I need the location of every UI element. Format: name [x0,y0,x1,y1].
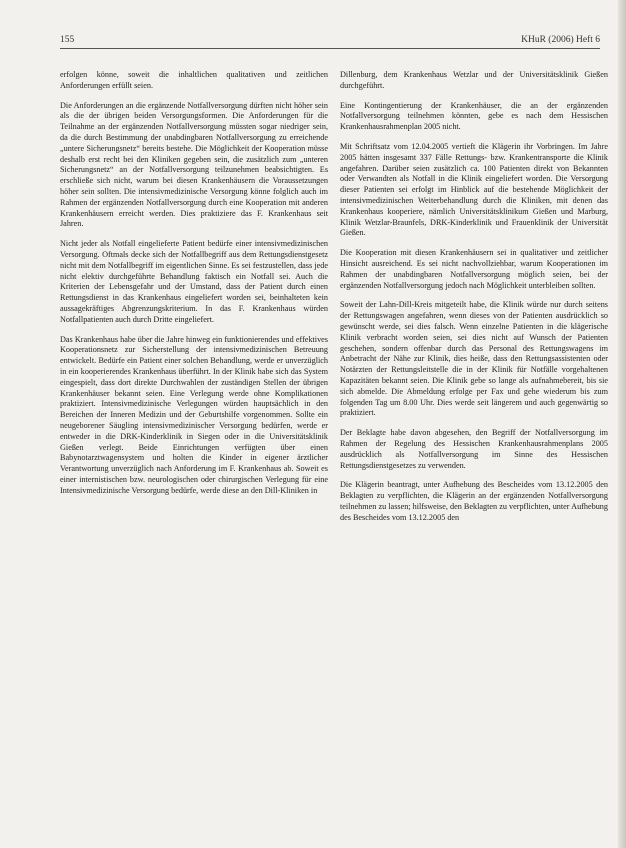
page-header [60,28,600,49]
right-column [340,70,608,532]
paragraph: Dillenburg, dem Krankenhaus Wetzlar und der Universitätsklinik Gießen durchgeführt. [340,70,608,90]
paragraph: Die Anforderungen an die ergänzende Notfallversorgung dürften nicht höher sein als die der übrigen beiden Versorgungsformen. Die Anforderungen für die Teilnahme an der ergänzenden Notfallversorgung müssten sogar niedriger sein, da die durch Bestimmung der unabdingbaren Notfallversorgung zu erreichende „untere Sicherungsnetz“ bereits bestehe. Die Möglichkeit der Kooperation müsse deshalb erst recht bei den Kliniken gegeben sein, die zusätzlich zum „unteren Sicherungsnetz“ an der Notfallversorgung teilzunehmen beabsichtigten. Es erschließe sich nicht, warum bei diesen Krankenhäusern die Voraussetzungen höher sein sollten. Die intensivmedizinische Versorgung könne folglich auch im Rahmen der ergänzenden Notfallversorgung durch eine Kooperation mit anderen Krankenhäusern erreicht werden. Dies praktiziere das F. Krankenhaus seit Jahren. [60,100,328,229]
page-number: 155 [60,35,75,45]
paragraph: Mit Schriftsatz vom 12.04.2005 vertieft die Klägerin ihr Vorbringen. Im Jahre 2005 hätten insgesamt 337 Fälle Rettungs- bzw. Krankentransporte die Klinik angefahren. Darüber seien zusätzlich ca. 100 Patienten direkt von Bekannten oder Verwandten als Notfall in die Klinik eingeliefert worden. Die Versorgung dieser Patienten sei erfolgt im Hinblick auf die bestehende Möglichkeit der intensivmedizinischen Weiterbehandlung durch die Kliniken, mit denen das Krankenhaus kooperiere, nämlich Universitätsklinikum Gießen und Marburg, Klinik Wetzlar-Braunfels, DRK-Kinderklinik und Frauenklinik der Universität Gießen. [340,141,608,238]
paragraph: erfolgen könne, soweit die inhaltlichen qualitativen und zeitlichen Anforderungen erfüllt seien. [60,70,328,90]
paragraph: Soweit der Lahn-Dill-Kreis mitgeteilt habe, die Klinik würde nur durch seitens der Rettungswagen angefahren, wenn dieses von der Patienten ausdrücklich so gewünscht werde, sei dies falsch. Wenn einzelne Patienten in die klägerische Klinik verbracht worden seien, sei dies nicht auf Wunsch der Patienten geschehen, sondern offenbar durch das Personal des Rettungswagens im Anbetracht der Nähe zur Klinik, dies heiße, dass den Rettungsassistenten oder Notärzten der Rettungsleitstelle die in der Klinik für Notfälle vorgehaltenen Kapazitäten bekannt seien. Die Klinik gebe so lange als aufnahmebereit, bis sie sich abmelde. Die Abmeldung erfolge per Fax und gehe wiederum bis zum folgenden Tag um 8.00 Uhr. Dies werde seit längerem und auch gegenwärtig so praktiziert. [340,300,608,418]
left-column [60,70,328,505]
paragraph: Nicht jeder als Notfall eingelieferte Patient bedürfe einer intensivmedizinischen Versorgung. Oftmals decke sich der Notfallbegriff aus dem Rettungsdienstgesetz nicht mit dem Notfallbegriff im eigentlichen Sinne. Es sei festzustellen, dass jede nicht elektiv durchgeführte Behandlung faktisch ein Notfall sei. Auch die Kriterien der Lebensgefahr und der Umstand, dass der Patient durch einen Rettungsdienst in das Krankenhaus eingeliefert worden sei, beinhalteten kein aussagekräftiges Abgrenzungskriterium. In das F. Krankenhaus würden Notfallpatienten auch durch Dritte eingeliefert. [60,239,328,324]
journal-reference: KHuR (2006) Heft 6 [521,35,600,45]
paragraph: Die Klägerin beantragt, unter Aufhebung des Bescheides vom 13.12.2005 den Beklagten zu verpflichten, die Klägerin an der ergänzenden Notfallversorgung teilnehmen zu lassen; hilfsweise, den Beklagten zu verpflichten, unter Aufhebung des Bescheides vom 13.12.2005 den [340,480,608,522]
page-edge-shadow [618,0,626,848]
paragraph: Die Kooperation mit diesen Krankenhäusern sei in qualitativer und zeitlicher Hinsicht ausreichend. Es sei nicht nachvollziehbar, warum Kooperationen im Rahmen der unabdingbaren Notfallversorgung möglich seien, bei der ergänzenden Notfallversorgung jedoch nach Möglichkeit unterbleiben sollten. [340,248,608,290]
paragraph: Eine Kontingentierung der Krankenhäuser, die an der ergänzenden Notfallversorgung teilnehmen könnten, gebe es nach dem Hessischen Krankenhausrahmenplan 2005 nicht. [340,100,608,132]
paragraph: Das Krankenhaus habe über die Jahre hinweg ein funktionierendes und effektives Kooperationsnetz zur Sicherstellung der intensivmedizinischen Betreuung entwickelt. Bedürfe ein Patient einer solchen Behandlung, werde er unverzüglich in ein kooperierendes Krankenhaus überführt. In der Klinik habe sich das System eingespielt, dass dort direkte Durchwahlen der zuständigen Stellen der übrigen Krankenhäuser bekannt seien. Eine Verlegung werde ohne Komplikationen praktiziert. Intensivmedizinische Verlegungen würden hauptsächlich in den Bereichen der Inneren Medizin und der Geburtshilfe vorgenommen. Sollte ein neugeborener Säugling intensivmedizinischer Versorgung bedürfen, werde er entweder in die DRK-Kinderklinik in Siegen oder in die Universitätsklinik Gießen verlegt. Beide Einrichtungen verfügten über einen Babynotarztwagensystem und holten die Kinder in eigener ärztlicher Verantwortung unverzüglich nach Anforderung im F. Krankenhaus ab. Soweit es einer internistischen bzw. neurologischen oder chirurgischen Verlegung für eine Intensivmedizinische Versorgung bedürfe, werde diese an den Dill-Kliniken in [60,334,328,495]
paragraph: Der Beklagte habe davon abgesehen, den Begriff der Notfallversorgung im Rahmen der Regelung des Hessischen Krankenhausrahmenplans 2005 ausdrücklich als Notfallversorgung im Sinne des Hessischen Rettungsdienstgesetzes zu verwenden. [340,428,608,470]
